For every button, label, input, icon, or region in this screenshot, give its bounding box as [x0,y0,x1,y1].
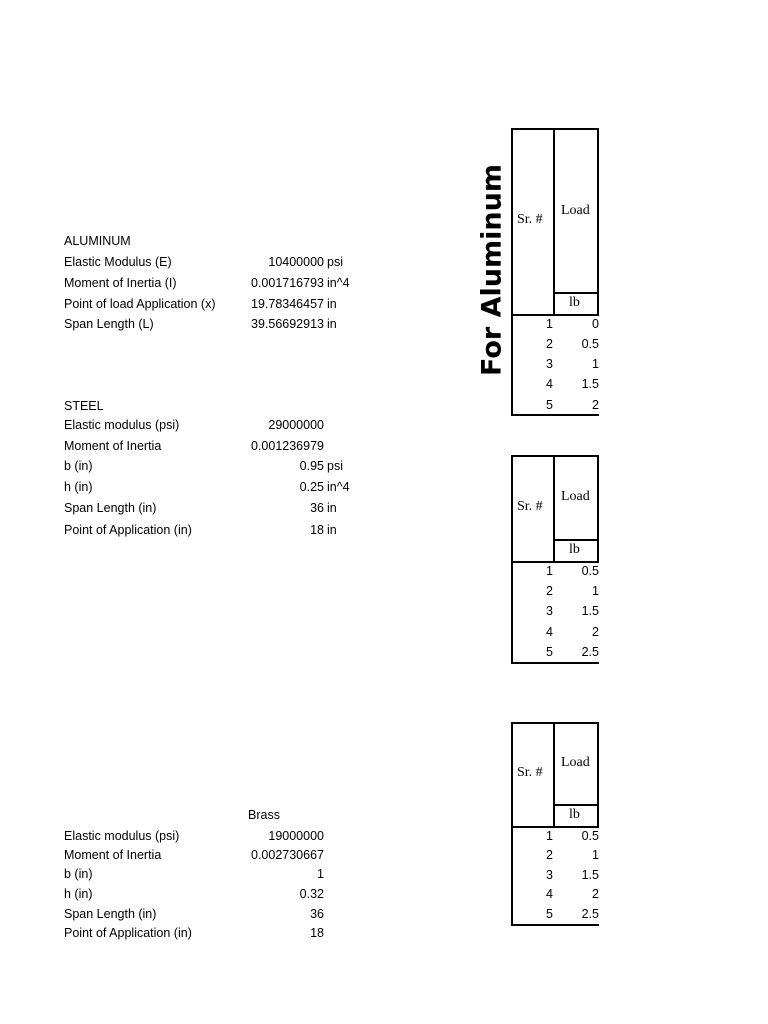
load-cell: 1.5 [581,604,599,618]
steel-unit-b: psi [327,459,343,473]
steel-value-h: 0.25 [299,480,324,494]
sr-header: Sr. # [517,212,543,227]
steel-unit-h: in^4 [327,480,350,494]
sr-cell: 4 [546,887,553,901]
brass-label-h: h (in) [64,887,93,901]
steel-label-moment-of-inertia: Moment of Inertia [64,439,162,453]
brass-label-point-of-application: Point of Application (in) [64,926,192,940]
sr-cell: 4 [546,625,553,639]
aluminum-unit-moment-of-inertia: in^4 [327,276,350,290]
load-cell: 0.5 [581,564,599,578]
brass-value-span-length: 36 [310,907,324,921]
sr-cell: 4 [546,377,553,391]
steel-label-span-length: Span Length (in) [64,501,157,515]
load-table-steel [511,455,599,664]
aluminum-label-elastic-modulus: Elastic Modulus (E) [64,255,172,269]
sr-cell: 5 [546,907,553,921]
steel-value-b: 0.95 [299,459,324,473]
sr-cell: 1 [546,317,553,331]
load-cell: 2.5 [581,645,599,659]
load-cell: 2 [592,887,599,901]
aluminum-unit-load-point: in [327,297,337,311]
load-cell: 2 [592,398,599,412]
load-table-aluminum [511,128,599,416]
brass-label-span-length: Span Length (in) [64,907,157,921]
aluminum-value-elastic-modulus: 10400000 [268,255,324,269]
table-bottom-border [511,924,599,926]
steel-label-h: h (in) [64,480,93,494]
sr-header: Sr. # [517,765,543,780]
sr-cell: 3 [546,357,553,371]
brass-value-point-of-application: 18 [310,926,324,940]
load-cell: 2 [592,625,599,639]
brass-label-elastic-modulus: Elastic modulus (psi) [64,829,180,843]
steel-value-point-of-application: 18 [310,523,324,537]
aluminum-value-span-length: 39.56692913 [251,317,324,331]
load-header: Load [561,203,590,218]
brass-label-b: b (in) [64,867,93,881]
load-header: Load [561,755,590,770]
brass-value-elastic-modulus: 19000000 [268,829,324,843]
load-cell: 1 [592,848,599,862]
load-table-brass [511,722,599,926]
brass-heading: Brass [248,808,280,822]
load-cell: 1 [592,584,599,598]
aluminum-label-load-point: Point of load Application (x) [64,297,216,311]
sr-cell: 3 [546,604,553,618]
sr-cell: 1 [546,564,553,578]
sr-cell: 5 [546,645,553,659]
sr-cell: 3 [546,868,553,882]
table-bottom-border [511,414,599,416]
sr-cell: 2 [546,337,553,351]
aluminum-label-moment-of-inertia: Moment of Inertia (I) [64,276,177,290]
sr-cell: 2 [546,848,553,862]
brass-value-b: 1 [317,867,324,881]
load-header: Load [561,489,590,504]
load-cell: 1 [592,357,599,371]
sr-cell: 2 [546,584,553,598]
table-left-border [511,314,513,416]
sr-header: Sr. # [517,499,543,514]
vertical-title-text: For Aluminum [476,164,508,376]
steel-value-moment-of-inertia: 0.001236979 [251,439,324,453]
load-cell: 0.5 [581,337,599,351]
aluminum-unit-elastic-modulus: psi [327,255,343,269]
aluminum-value-load-point: 19.78346457 [251,297,324,311]
load-cell: 0 [592,317,599,331]
load-cell: 2.5 [581,907,599,921]
brass-label-moment-of-inertia: Moment of Inertia [64,848,162,862]
aluminum-unit-span-length: in [327,317,337,331]
load-cell: 1.5 [581,868,599,882]
brass-value-moment-of-inertia: 0.002730667 [251,848,324,862]
sr-cell: 5 [546,398,553,412]
steel-heading: STEEL [64,399,104,413]
steel-label-elastic-modulus: Elastic modulus (psi) [64,418,180,432]
brass-value-h: 0.32 [299,887,324,901]
table-left-border [511,826,513,926]
steel-label-b: b (in) [64,459,93,473]
table-left-border [511,561,513,664]
steel-unit-span-length: in [327,501,337,515]
unit-header: lb [569,295,580,310]
steel-value-span-length: 36 [310,501,324,515]
steel-value-elastic-modulus: 29000000 [268,418,324,432]
unit-header: lb [569,807,580,822]
unit-header: lb [569,542,580,557]
steel-unit-point-of-application: in [327,523,337,537]
table-bottom-border [511,662,599,664]
load-cell: 1.5 [581,377,599,391]
vertical-title [467,164,517,376]
aluminum-heading: ALUMINUM [64,234,131,248]
sr-cell: 1 [546,829,553,843]
aluminum-label-span-length: Span Length (L) [64,317,154,331]
steel-label-point-of-application: Point of Application (in) [64,523,192,537]
load-cell: 0.5 [581,829,599,843]
aluminum-value-moment-of-inertia: 0.001716793 [251,276,324,290]
